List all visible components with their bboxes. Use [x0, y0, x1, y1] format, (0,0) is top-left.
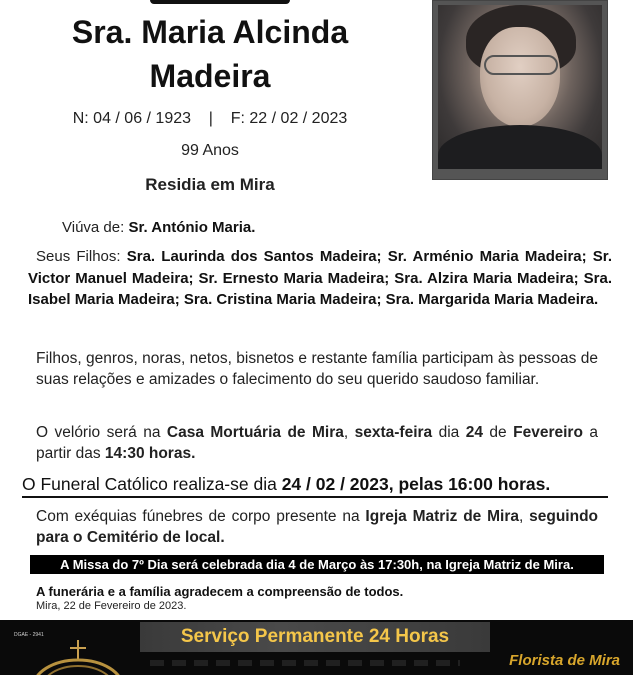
wake-text: O velório será na	[36, 424, 167, 441]
wake-day: sexta-feira	[354, 424, 433, 441]
portrait-face	[480, 27, 560, 127]
mass-banner: A Missa do 7º Dia será celebrada dia 4 de Março às 17:30h, na Igreja Matriz de Mira.	[30, 555, 604, 574]
name-line-2: Madeira	[149, 58, 271, 94]
top-decoration	[150, 0, 290, 4]
children-paragraph	[28, 246, 612, 311]
wake-text: de	[482, 424, 514, 441]
children-label: Seus Filhos:	[36, 248, 127, 265]
children-names: Sra. Laurinda dos Santos Madeira; Sr. Arménio Maria Madeira; Sr. Victor Manuel Madeira; Sr. Ernesto Maria Madeira; Sra. Alzira Maria Madeira; Sra. Isabel Maria Madeira; Sra. Cristina Maria Madeira; Sra. Margarida Maria Madeira.	[28, 248, 612, 308]
age: 99 Anos	[181, 142, 239, 159]
wake-text: a partir das	[36, 424, 598, 462]
place-date: Mira, 22 de Fevereiro de 2023.	[36, 600, 187, 612]
wake-text: ,	[343, 424, 355, 441]
license-number: DGAE - 2941	[14, 632, 44, 638]
wake-place: Casa Mortuária de Mira	[166, 424, 344, 441]
widow-name: Sr. António Maria.	[128, 219, 256, 236]
exequies-cemetery: seguindo para o Cemitério de local.	[36, 508, 599, 546]
florist-name: Florista de Mira	[509, 652, 620, 669]
service-banner: Serviço Permanente 24 Horas	[140, 622, 490, 652]
funeral-line	[22, 474, 608, 498]
footer-text-strip	[150, 660, 460, 666]
announcement-paragraph: Filhos, genros, noras, netos, bisnetos e restante família participam às pessoas de suas relações e amizades o falecimento do seu querido saudoso familiar.	[36, 350, 598, 388]
funeral-text: O Funeral Católico realiza-se dia	[22, 474, 282, 494]
exequies-text: ,	[518, 508, 530, 525]
name-line-1: Sra. Maria Alcinda	[71, 14, 349, 50]
thanks-line: A funerária e a família agradecem a compreensão de todos.	[36, 584, 404, 599]
funeral-date-time: 24 / 02 / 2023, pelas 16:00 horas.	[281, 474, 551, 494]
portrait-glasses	[484, 55, 558, 75]
deceased-name	[20, 10, 400, 98]
funeral-home-logo-icon	[28, 638, 138, 675]
wake-text: dia	[432, 424, 466, 441]
portrait-frame	[432, 0, 608, 180]
widow-label: Viúva de:	[62, 219, 129, 236]
residence: Residia em Mira	[145, 175, 275, 194]
wake-date: 24	[465, 424, 483, 441]
portrait-clothing	[438, 125, 602, 169]
portrait-photo	[438, 5, 602, 169]
wake-month: Fevereiro	[513, 424, 583, 441]
exequies-paragraph	[36, 506, 598, 548]
birth-death-dates: N: 04 / 06 / 1923 | F: 22 / 02 / 2023	[72, 110, 348, 127]
exequies-text: Com exéquias fúnebres de corpo presente na	[36, 508, 366, 525]
wake-time: 14:30 horas.	[104, 445, 196, 462]
exequies-church: Igreja Matriz de Mira	[365, 508, 519, 525]
wake-paragraph	[36, 422, 598, 464]
widow-line	[62, 219, 255, 236]
